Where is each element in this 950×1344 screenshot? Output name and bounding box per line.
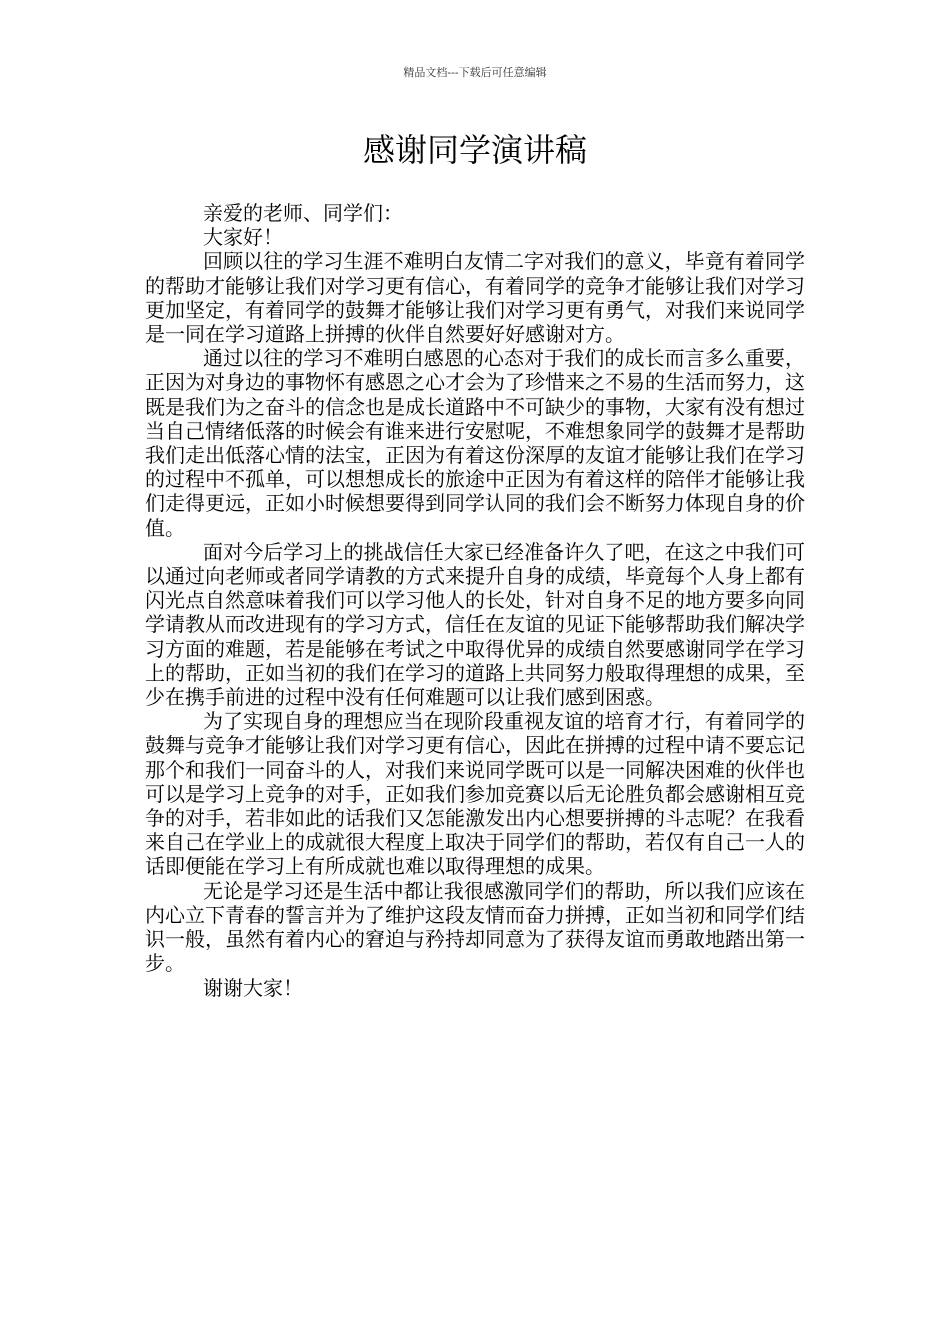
body-paragraph: 为了实现自身的理想应当在现阶段重视友谊的培育才行，有着同学的鼓舞与竞争才能够让我们对学习更有信心，因此在拼搏的过程中请不要忘记那个和我们一同奋斗的人，对我们来说同学既可以是一同解决困难的伙伴也可以是学习上竞争的对手，正如我们参加竞赛以后无论胜负都会感谢相互竞争的对手，若非如此的话我们又怎能激发出内心想要拼搏的斗志呢？在我看来自己在学业上的成就很大程度上取决于同学们的帮助，若仅有自己一人的话即便能在学习上有所成就也难以取得理想的成果。 — [145, 709, 805, 879]
greeting: 大家好！ — [203, 225, 283, 250]
document-body — [145, 201, 805, 1000]
body-paragraph: 回顾以往的学习生涯不难明白友情二字对我们的意义，毕竟有着同学的帮助才能够让我们对学习更有信心，有着同学的竞争才能够让我们对学习更加坚定，有着同学的鼓舞才能够让我们对学习更有勇气，对我们来说同学是一同在学习道路上拼搏的伙伴自然要好好感谢对方。 — [145, 249, 805, 347]
salutation: 亲爱的老师、同学们： — [203, 201, 403, 225]
body-paragraph: 无论是学习还是生活中都让我很感激同学们的帮助，所以我们应该在内心立下青春的誓言并为了维护这段友情而奋力拼搏，正如当初和同学们结识一般，虽然有着内心的窘迫与矜持却同意为了获得友谊而勇敢地踏出第一步。 — [145, 878, 805, 976]
closing: 谢谢大家！ — [203, 975, 303, 1000]
document-title: 感谢同学演讲稿 — [362, 131, 587, 169]
page-header: 精品文档---下载后可任意编辑 — [403, 66, 547, 79]
body-paragraph: 通过以往的学习不难明白感恩的心态对于我们的成长而言多么重要，正因为对身边的事物怀有感恩之心才会为了珍惜来之不易的生活而努力，这既是我们为之奋斗的信念也是成长道路中不可缺少的事物，大家有没有想过当自己情绪低落的时候会有谁来进行安慰呢，不难想象同学的鼓舞才是帮助我们走出低落心情的法宝，正因为有着这份深厚的友谊才能够让我们在学习的过程中不孤单，可以想想成长的旅途中正因为有着这样的陪伴才能够让我们走得更远，正如小时候想要得到同学认同的我们会不断努力体现自身的价值。 — [145, 346, 805, 540]
body-paragraph: 面对今后学习上的挑战信任大家已经准备许久了吧，在这之中我们可以通过向老师或者同学请教的方式来提升自身的成绩，毕竟每个人身上都有闪光点自然意味着我们可以学习他人的长处，针对自身不足的地方要多向同学请教从而改进现有的学习方式，信任在友谊的见证下能够帮助我们解决学习方面的难题，若是能够在考试之中取得优异的成绩自然要感谢同学在学习上的帮助，正如当初的我们在学习的道路上共同努力般取得理想的成果，至少在携手前进的过程中没有任何难题可以让我们感到困惑。 — [145, 539, 805, 710]
